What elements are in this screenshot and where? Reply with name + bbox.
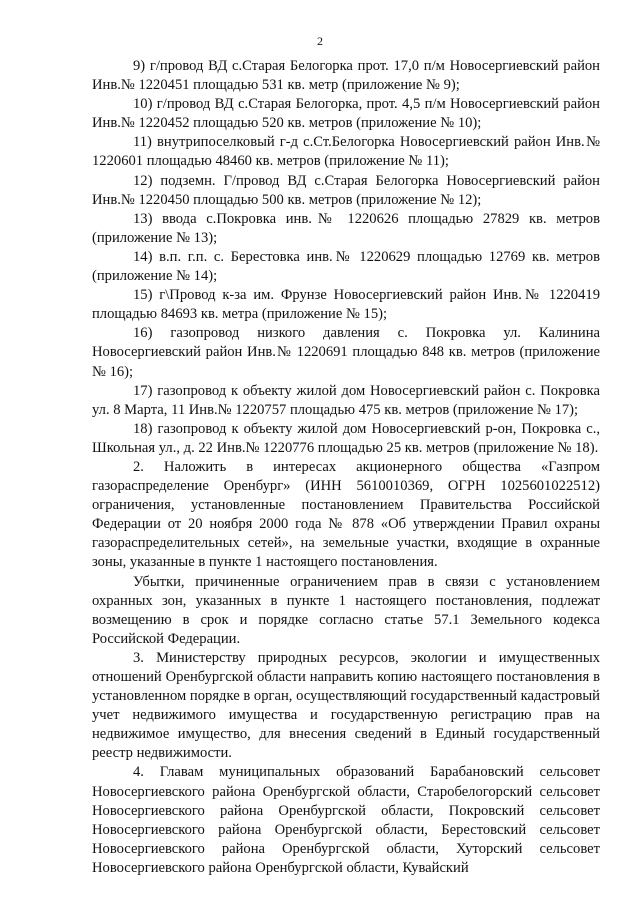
list-item-13: 13) ввода с.Покровка инв.№ 1220626 площадью 27829 кв. метров (приложение № 13); bbox=[92, 210, 600, 246]
list-item-11: 11) внутрипоселковый г-д с.Ст.Белогорка Новосергиевский район Инв.№ 1220601 площадью 48460 кв. метров (приложение № 11); bbox=[92, 134, 600, 170]
list-item-16: 16) газопровод низкого давления с. Покровка ул. Калинина Новосергиевский район Инв.№ 1220691 площадью 848 кв. метров (приложение № 16); bbox=[92, 325, 600, 380]
list-item-12: 12) подземн. Г/провод ВД с.Старая Белогорка Новосергиевский район Инв.№ 1220450 площадью 500 кв. метров (приложение № 12); bbox=[92, 172, 600, 208]
clause-2-restrictions: 2. Наложить в интересах акционерного общества «Газпром газораспределение Оренбург» (ИНН 5610010369, ОГРН 1025601022512) ограничения, установленные постановлением Правительства Российской Федерации от 20 ноября 2000 года № 878 «Об утверждении Правил охраны газораспределительных сетей», на земельные участки, входящие в охранные зоны, указанные в пункте 1 настоящего постановления. bbox=[92, 458, 600, 571]
page-number: 2 bbox=[317, 34, 323, 48]
clause-2-damages: Убытки, причиненные ограничением прав в связи с установлением охранных зон, указанных в пункте 1 настоящего постановления, подлежат возмещению в срок и порядке согласно статье 57.1 Земельного кодекса Российской Федерации. bbox=[92, 573, 600, 647]
list-item-10: 10) г/провод ВД с.Старая Белогорка, прот. 4,5 п/м Новосергиевский район Инв.№ 1220452 площадью 520 кв. метров (приложение № 10); bbox=[92, 96, 600, 132]
clause-4-heads: 4. Главам муниципальных образований Барабановский сельсовет Новосергиевского района Оренбургской области, Старобелогорский сельсовет Новосергиевского района Оренбургской области, Покровский сельсовет Новосергиевского района Оренбургской области, Берестовский сельсовет Новосергиевского района Оренбургской области, Хуторский сельсовет Новосергиевского района Оренбургской области, Кувайский bbox=[92, 764, 600, 876]
list-item-15: 15) г\Провод к-за им. Фрунзе Новосергиевский район Инв.№ 1220419 площадью 84693 кв. метра (приложение № 15); bbox=[92, 287, 600, 323]
list-item-14: 14) в.п. г.п. с. Берестовка инв.№ 1220629 площадью 12769 кв. метров (приложение № 14); bbox=[92, 248, 600, 285]
list-item-17: 17) газопровод к объекту жилой дом Новосергиевский район с. Покровка ул. 8 Марта, 11 Инв.№ 1220757 площадью 475 кв. метров (приложение № 17); bbox=[92, 382, 600, 418]
clause-3-ministry: 3. Министерству природных ресурсов, экологии и имущественных отношений Оренбургской области направить копию настоящего постановления в установленном порядке в орган, осуществляющий государственный кадастровый учет недвижимого имущества и государственную регистрацию прав на недвижимое имущество, для внесения сведений в Единый государственный реестр недвижимости. bbox=[92, 649, 600, 762]
list-item-18: 18) газопровод к объекту жилой дом Новосергиевский р-он, Покровка с., Школьная ул., д. 22 Инв.№ 1220776 площадью 25 кв. метров (приложение № 18). bbox=[92, 420, 600, 456]
list-item-9: 9) г/провод ВД с.Старая Белогорка прот. 17,0 п/м Новосергиевский район Инв.№ 1220451 площадью 531 кв. метр (приложение № 9); bbox=[92, 58, 600, 94]
document-body bbox=[92, 57, 600, 878]
